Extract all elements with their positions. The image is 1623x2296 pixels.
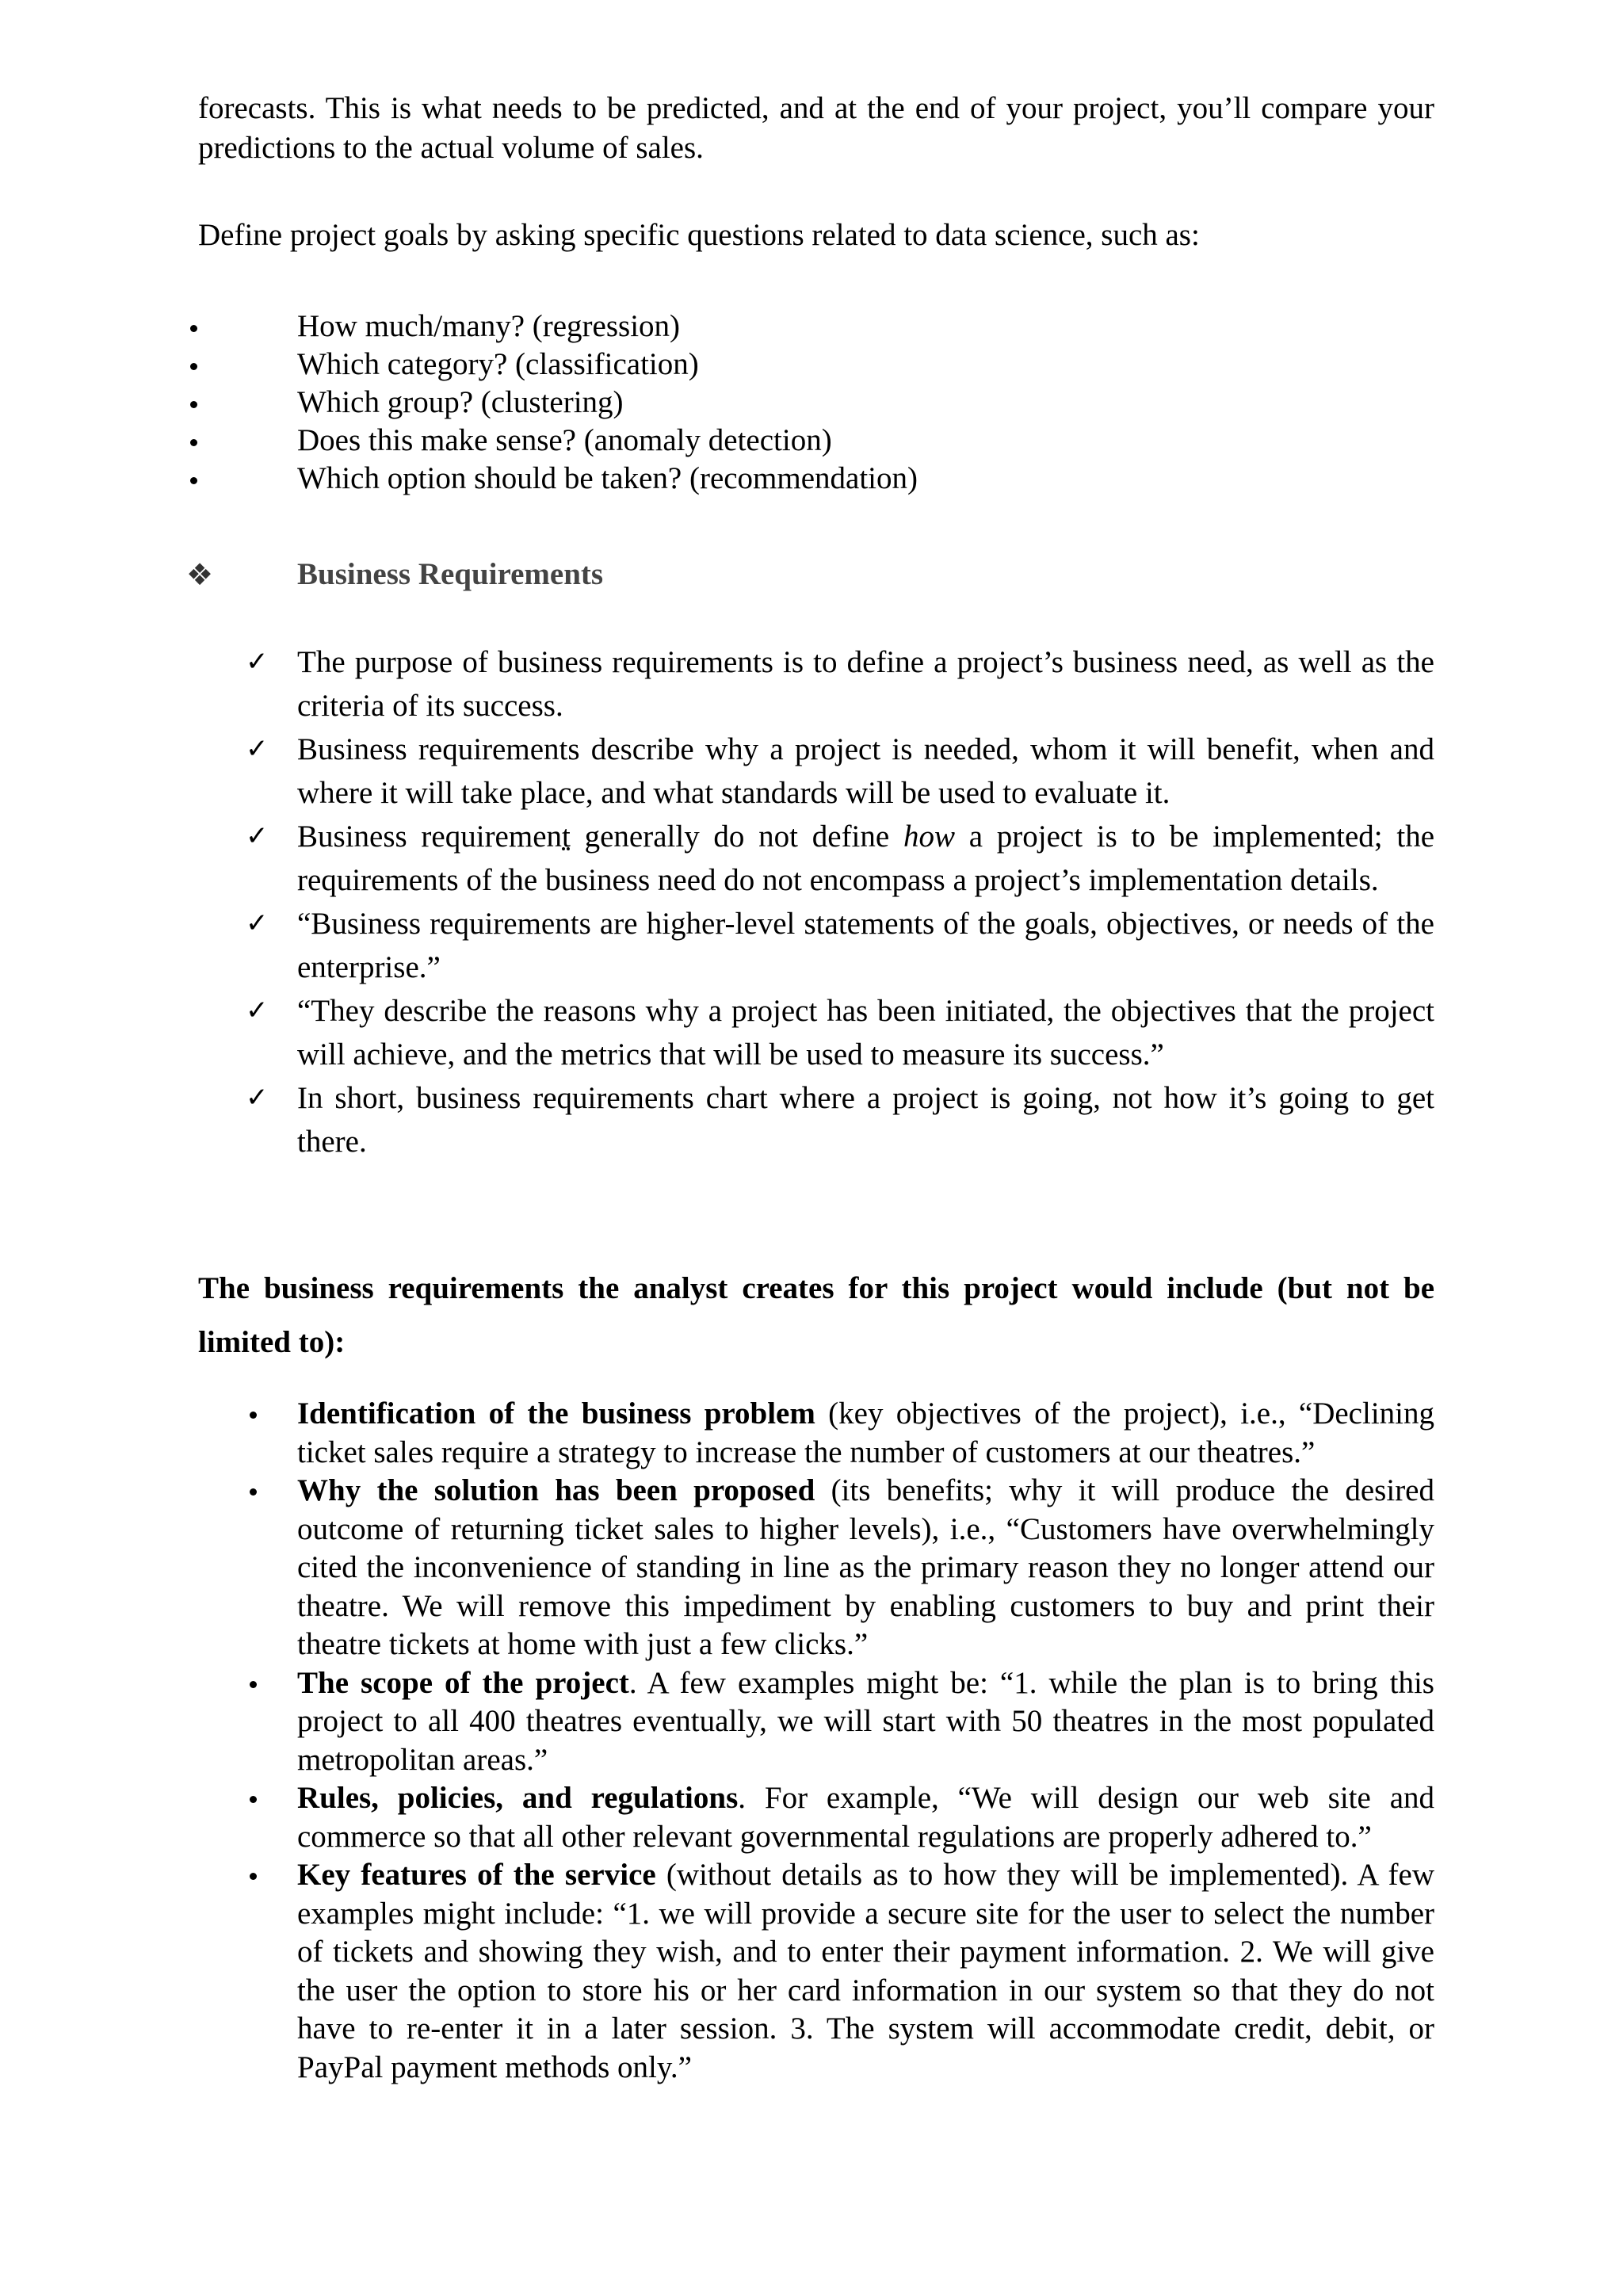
- checkmark-icon: ✓: [246, 733, 269, 765]
- list-item: ✓ In short, business requirements chart where a project is going, not how it’s going to get there.: [246, 1076, 1434, 1163]
- bullet-icon: [190, 439, 197, 446]
- list-item: ✓ “They describe the reasons why a project has been initiated, the objectives that the project will achieve, and the metrics that will be used to measure its success.”: [246, 989, 1434, 1076]
- bullet-icon: [250, 1873, 257, 1880]
- checkmark-icon: ✓: [246, 1082, 269, 1114]
- checkmark-icon: ✓: [246, 995, 269, 1026]
- checkmark-icon: ✓: [246, 907, 269, 939]
- analyst-requirements-list: [246, 1395, 1434, 2087]
- bullet-icon: [190, 363, 197, 370]
- list-item: ✓ Business requirement generally do not define how a project is to be implemented; the requirements of the business need do not encompass a project’s implementation details.: [246, 815, 1434, 902]
- bullet-icon: [250, 1412, 257, 1419]
- list-item: Key features of the service (without details as to how they will be implemented). A few examples might include: “1. we will provide a secure site for the user to select the number of tickets and showing they wish, and to enter their payment information. 2. We will give the user the option to store his or her card information in our system so that they do not have to re-enter it in a later session. 3. The system will accommodate credit, debit, or PayPal payment methods only.”: [246, 1856, 1434, 2087]
- section-heading-label: Business Requirements: [297, 557, 604, 591]
- list-item: ✓ The purpose of business requirements is to define a project’s business need, as well as the criteria of its success.: [246, 640, 1434, 728]
- bullet-icon: [250, 1796, 257, 1803]
- diamond-bullet-icon: ❖: [186, 557, 214, 592]
- list-item: Which group? (clustering): [198, 384, 1434, 422]
- goal-questions-list: [198, 308, 1434, 498]
- analyst-heading: The business requirements the analyst creates for this project would include (but not be limited to):: [198, 1271, 1434, 1359]
- bullet-icon: [190, 401, 197, 408]
- list-item: Rules, policies, and regulations. For example, “We will design our web site and commerce so that all other relevant governmental regulations are properly adhered to.”: [246, 1779, 1434, 1856]
- list-item: Which category? (classification): [198, 346, 1434, 384]
- checkmark-icon: ✓: [246, 820, 269, 852]
- list-item: ✓ “Business requirements are higher-level statements of the goals, objectives, or needs of the enterprise.”: [246, 902, 1434, 989]
- bullet-icon: [250, 1681, 257, 1688]
- list-item: Why the solution has been proposed (its benefits; why it will produce the desired outcome of returning ticket sales to higher levels), i.e., “Customers have overwhelmingly cited the inconvenience of standing in line as the primary reason they no longer attend our theatre. We will remove this impediment by enabling customers to buy and print their theatre tickets at home with just a few clicks.”: [246, 1472, 1434, 1664]
- bullet-icon: [190, 325, 197, 332]
- checkmark-icon: ✓: [246, 646, 269, 678]
- list-item: Does this make sense? (anomaly detection): [198, 422, 1434, 460]
- bullet-icon: [250, 1488, 257, 1496]
- intro-paragraph: forecasts. This is what needs to be predicted, and at the end of your project, you’ll compare your predictions to the actual volume of sales.: [198, 91, 1434, 165]
- bullet-icon: [190, 477, 197, 484]
- goals-lead-paragraph: Define project goals by asking specific questions related to data science, such as:: [198, 218, 1200, 252]
- section-heading: [186, 555, 1296, 594]
- list-item: The scope of the project. A few examples might be: “1. while the plan is to bring this project to all 400 theatres eventually, we will start with 50 theatres in the most populated metropolitan areas.”: [246, 1664, 1434, 1780]
- list-item: How much/many? (regression): [198, 308, 1434, 346]
- list-item: Identification of the business problem (key objectives of the project), i.e., “Declining ticket sales require a strategy to increase the number of customers at our theatres.”: [246, 1395, 1434, 1472]
- list-item: ✓ Business requirements describe why a project is needed, whom it will benefit, when and where it will take place, and what standards will be used to evaluate it.: [246, 728, 1434, 815]
- business-requirements-list: [246, 640, 1434, 1163]
- list-item: Which option should be taken? (recommendation): [198, 460, 1434, 498]
